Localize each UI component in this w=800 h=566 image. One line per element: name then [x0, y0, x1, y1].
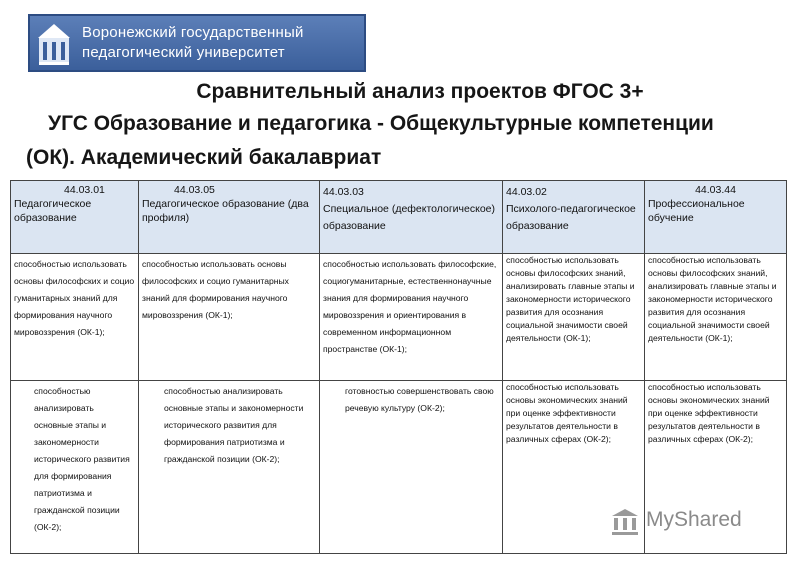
cell-text: готовностью совершенствовать свою речевую культуру (ОК-2); — [345, 386, 494, 413]
university-emblem-icon — [36, 20, 72, 68]
header-cell-44-03-02 — [503, 181, 645, 254]
slide-title-line3: (ОК). Академический бакалавриат — [26, 146, 382, 169]
university-logo-banner — [28, 14, 366, 72]
header-code: 44.03.02 — [506, 186, 547, 198]
cell-text: способностью использовать основы философских знаний, анализировать главные этапы и закономерности исторического развития для осознания социальной значимости своей деятельности (ОК-1); — [506, 255, 635, 343]
presentation-icon — [610, 507, 640, 537]
watermark-text: MyShared — [646, 508, 742, 531]
cell-text: способностью использовать основы философских знаний, анализировать главные этапы и закономерности исторического развития для осознания социальной значимости своей деятельности (ОК-1); — [648, 255, 777, 343]
table-cell — [645, 254, 787, 381]
table-cell — [139, 381, 320, 554]
header-cell-44-03-44 — [645, 181, 787, 254]
table-cell — [320, 254, 503, 381]
header-code: 44.03.05 — [174, 184, 215, 196]
header-name: Педагогическое образование (два профиля) — [142, 198, 309, 224]
header-code: 44.03.01 — [64, 184, 105, 196]
slide-title-line2: УГС Образование и педагогика - Общекультурные компетенции — [48, 112, 714, 135]
header-name: Психолого-педагогическое образование — [506, 203, 636, 232]
header-name: Специальное (дефектологическое) образование — [323, 203, 495, 232]
table-cell — [11, 381, 139, 554]
cell-text: способностью использовать основы экономических знаний при оценке эффективности результатов деятельности в различных сферах (ОК-2); — [648, 382, 770, 444]
slide-title-line1: Сравнительный анализ проектов ФГОС 3+ — [196, 80, 644, 103]
logo-text-line2: педагогический университет — [82, 44, 285, 61]
logo-text-line1: Воронежский государственный — [82, 24, 304, 41]
table-header-row — [11, 181, 787, 254]
header-cell-44-03-03 — [320, 181, 503, 254]
cell-text: способностью анализировать основные этапы и закономерности исторического развития для формирования патриотизма и гражданской позиции (ОК-2); — [34, 386, 130, 532]
header-name: Педагогическое образование — [14, 198, 92, 224]
myshared-watermark — [610, 505, 768, 539]
table-cell — [503, 254, 645, 381]
table-cell — [320, 381, 503, 554]
cell-text: способностью анализировать основные этапы и закономерности исторического развития для формирования патриотизма и гражданской позиции (ОК-2); — [164, 386, 304, 464]
table-cell — [139, 254, 320, 381]
table-row — [11, 254, 787, 381]
header-cell-44-03-01 — [11, 181, 139, 254]
cell-text: способностью использовать основы философских и социо гуманитарных знаний для формирования научного мировоззрения (ОК-1); — [14, 259, 135, 337]
header-cell-44-03-05 — [139, 181, 320, 254]
table-cell — [11, 254, 139, 381]
cell-text: способностью использовать основы философских и социо гуманитарных знаний для формирования научного мировоззрения (ОК-1); — [142, 259, 289, 320]
competency-comparison-table — [10, 180, 787, 554]
header-name: Профессиональное обучение — [648, 198, 745, 224]
header-code: 44.03.03 — [323, 186, 364, 198]
header-code: 44.03.44 — [695, 184, 736, 196]
cell-text: способностью использовать философские, социогуманитарные, естественнонаучные знания для формирования научного мировоззрения и ориентирования в современном информационном пространстве (ОК-1); — [323, 259, 497, 354]
cell-text: способностью использовать основы экономических знаний при оценке эффективности результатов деятельности в различных сферах (ОК-2); — [506, 382, 628, 444]
